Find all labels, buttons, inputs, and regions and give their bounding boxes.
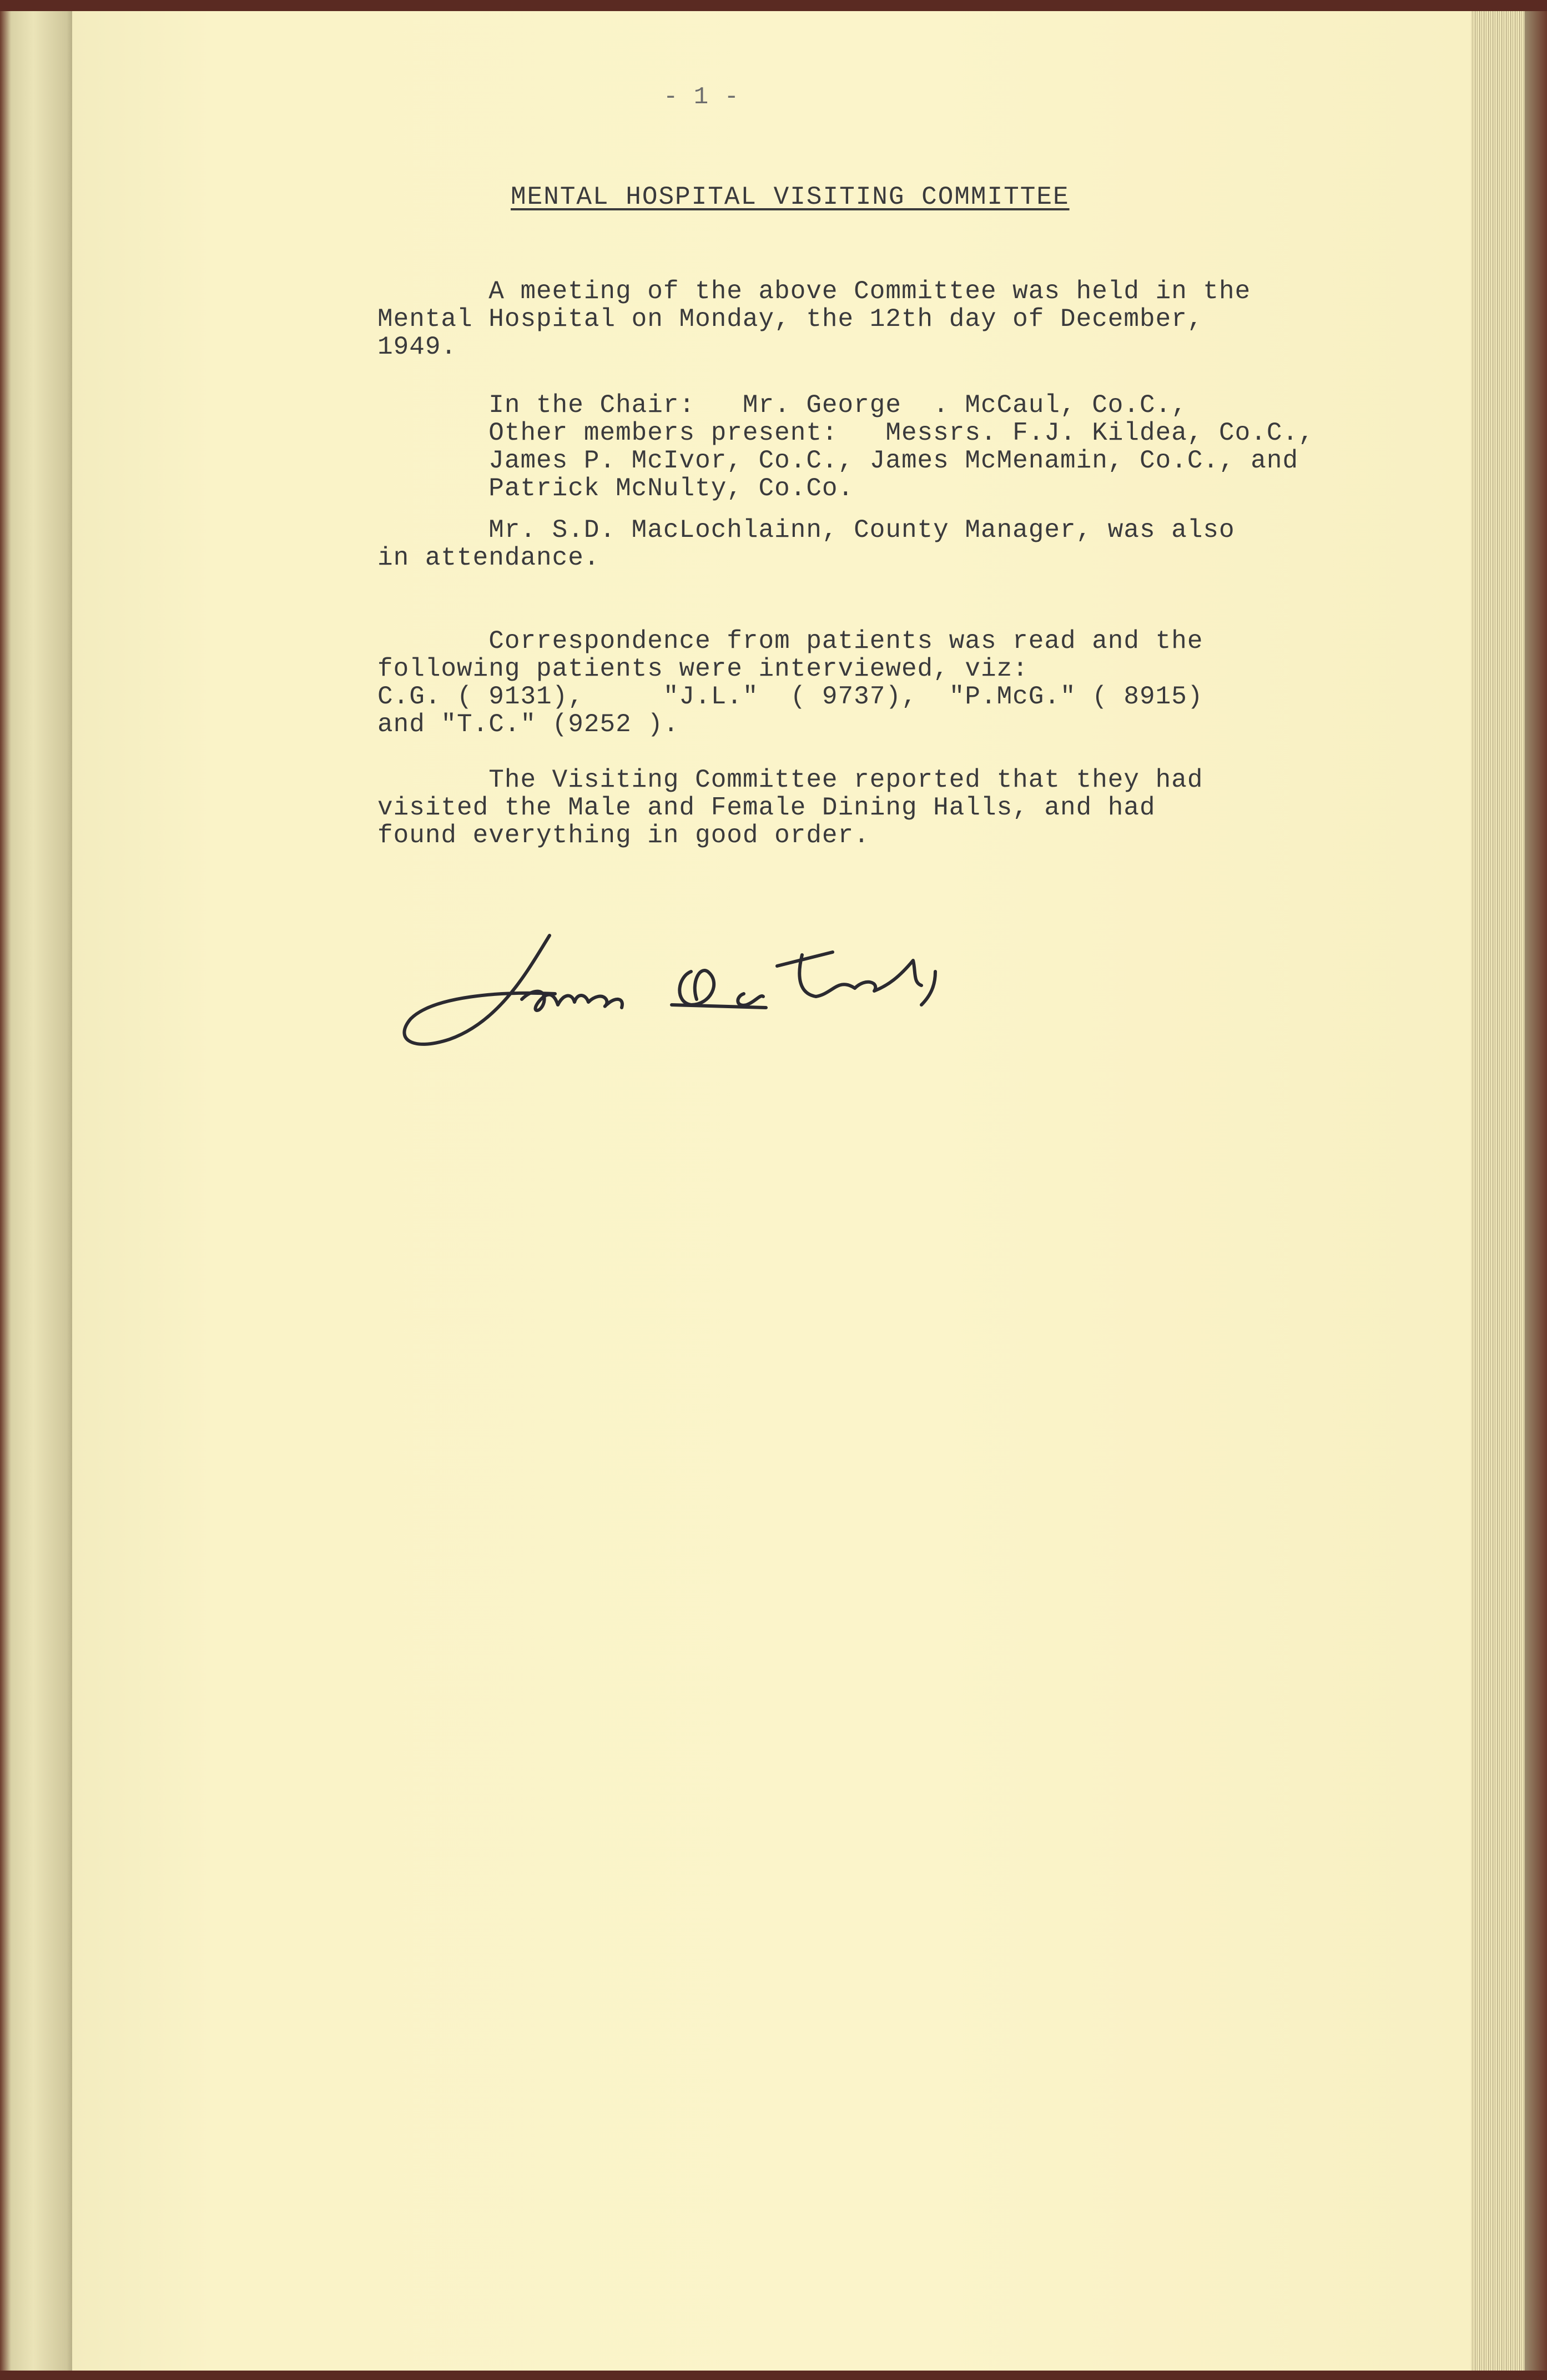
- paragraph-meeting-line-1: A meeting of the above Committee was held in the: [377, 277, 1251, 306]
- paragraph-manager-line-1: Mr. S.D. MacLochlainn, County Manager, was also: [377, 516, 1235, 545]
- paragraph-correspondence-line-4: and "T.C." (9252 ).: [377, 710, 679, 739]
- paragraph-members-line-4: Patrick McNulty, Co.Co.: [377, 474, 854, 503]
- paragraph-meeting-line-2: Mental Hospital on Monday, the 12th day of December,: [377, 305, 1203, 334]
- paragraph-correspondence-line-3: C.G. ( 9131), "J.L." ( 9737), "P.McG." ( 8915): [377, 682, 1203, 711]
- paragraph-correspondence-line-1: Correspondence from patients was read and the: [377, 627, 1203, 656]
- paragraph-meeting-line-3: 1949.: [377, 333, 457, 361]
- paragraph-correspondence-line-2: following patients were interviewed, viz:: [377, 655, 1029, 683]
- right-page-edges: [1471, 11, 1547, 2380]
- paragraph-manager-line-2: in attendance.: [377, 544, 600, 572]
- handwritten-signature: [389, 894, 1027, 1083]
- paragraph-members-line-1: In the Chair: Mr. George . McCaul, Co.C.,: [377, 391, 1187, 420]
- paragraph-inspection-line-2: visited the Male and Female Dining Halls, and had: [377, 793, 1156, 822]
- left-page-edge: [0, 11, 72, 2371]
- page-title: MENTAL HOSPITAL VISITING COMMITTEE: [511, 183, 1070, 212]
- paragraph-inspection-line-1: The Visiting Committee reported that they had: [377, 766, 1203, 794]
- paragraph-members-line-3: James P. McIvor, Co.C., James McMenamin, Co.C., and: [377, 446, 1299, 475]
- bottom-edge: [0, 2371, 1547, 2380]
- page-number: - 1 -: [663, 83, 740, 111]
- paragraph-members-line-2: Other members present: Messrs. F.J. Kildea, Co.C.,: [377, 419, 1314, 447]
- document-page: [72, 11, 1471, 2371]
- paragraph-inspection-line-3: found everything in good order.: [377, 821, 870, 850]
